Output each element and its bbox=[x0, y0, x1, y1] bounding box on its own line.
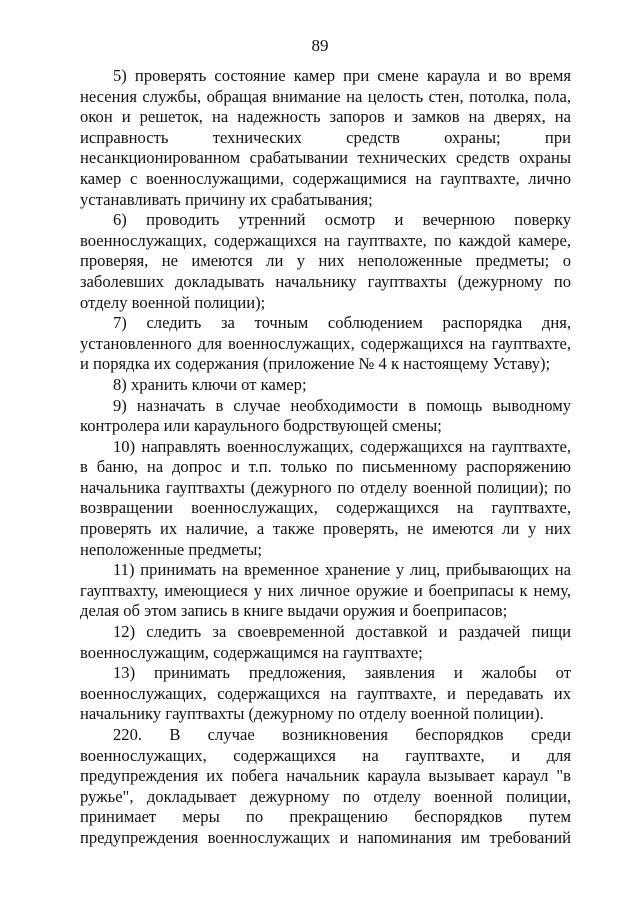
paragraph-item-12: 12) следить за своевременной доставкой и раздачей пищи военнослужащим, содержащимся на гауптвахте; bbox=[80, 622, 571, 662]
paragraph-item-10: 10) направлять военнослужащих, содержащихся на гауптвахте, в баню, на допрос и т.п. только по письменному распоряжению начальника гауптвахты (дежурного по отделу военной полиции); по возвращении военнослужащих, содержащихся на гауптвахте, проверять их наличие, а также проверять, не имеются ли у них неположенные предметы; bbox=[80, 436, 571, 559]
paragraph-item-7: 7) следить за точным соблюдением распорядка дня, установленного для военнослужащих, содержащихся на гауптвахте, и порядка их содержания (приложение № 4 к настоящему Уставу); bbox=[80, 313, 571, 374]
paragraph-item-8: 8) хранить ключи от камер; bbox=[113, 374, 307, 394]
paragraph-item-9: 9) назначать в случае необходимости в помощь выводному контролера или караульного бодрствующей смены; bbox=[80, 395, 571, 436]
paragraph-item-5: 5) проверять состояние камер при смене караула и во время несения службы, обращая внимание на целость стен, потолка, пола, окон и решеток, на надежность запоров и замков на дверях, на исправность технических средств охраны; при несанкционированном срабатывании технических средств охраны камер с военнослужащими, содержащимися на гауптвахте, лично устанавливать причину их срабатывания; bbox=[80, 66, 571, 209]
paragraph-item-13: 13) принимать предложения, заявления и жалобы от военнослужащих, содержащихся на гауптвахте, и передавать их начальнику гауптвахты (дежурному по отделу военной полиции). bbox=[80, 663, 571, 724]
page-number: 89 bbox=[311, 36, 329, 55]
paragraph-section-220: 220. В случае возникновения беспорядков среди военнослужащих, содержащихся на гауптвахте, и для предупреждения их побега начальник караула вызывает караул "в ружье", докладывает дежурному по отделу военной полиции, принимает меры по прекращению беспорядков путем предупреждения военнослужащих и напоминания им требований bbox=[80, 725, 571, 847]
document-body bbox=[80, 66, 571, 849]
paragraph-item-11: 11) принимать на временное хранение у лиц, прибывающих на гауптвахту, имеющиеся у них личное оружие и боеприпасы к нему, делая об этом запись в книге выдачи оружия и боеприпасов; bbox=[80, 560, 571, 621]
paragraph-item-6: 6) проводить утренний осмотр и вечернюю поверку военнослужащих, содержащихся на гауптвахте, по каждой камере, проверяя, не имеются ли у них неположенные предметы; о заболевших докладывать начальнику гауптвахты (дежурному по отделу военной полиции); bbox=[80, 210, 571, 312]
